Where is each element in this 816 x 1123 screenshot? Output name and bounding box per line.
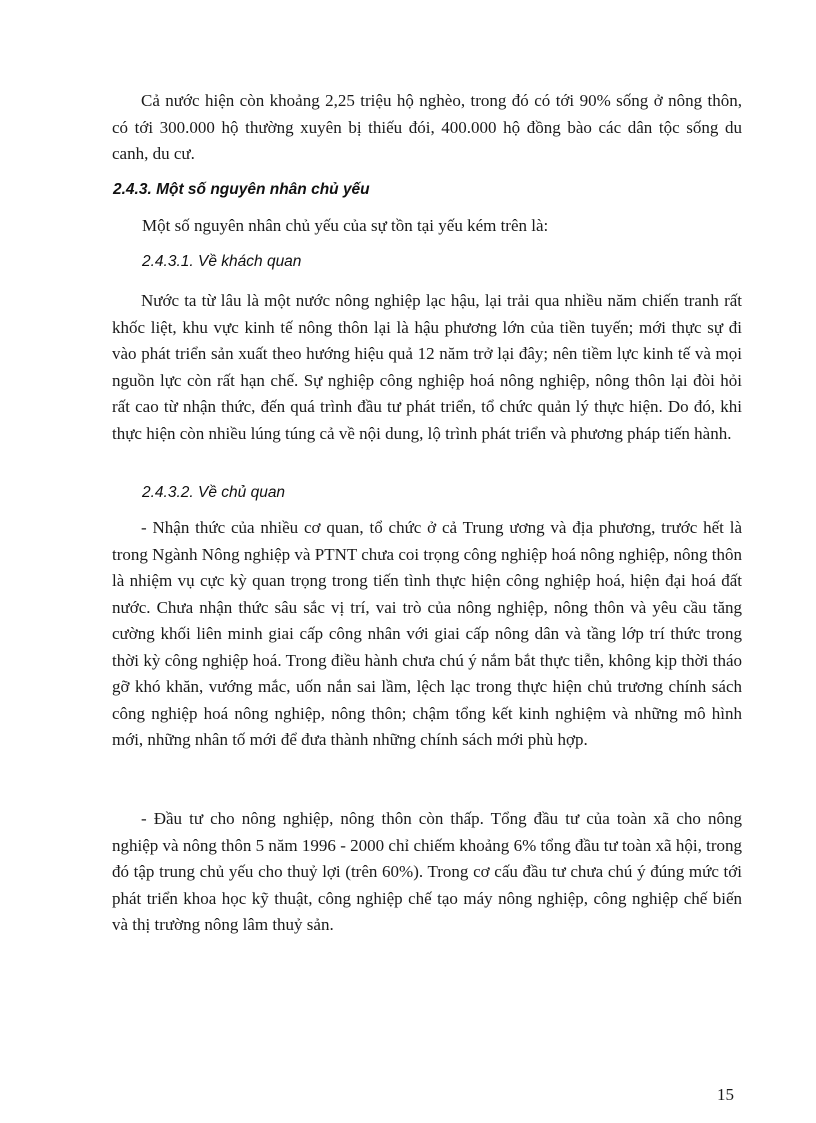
subsection-heading-objective: 2.4.3.1. Về khách quan (142, 253, 302, 270)
page-number: 15 (717, 1085, 734, 1104)
paragraph-objective: Nước ta từ lâu là một nước nông nghiệp lạc hậu, lại trải qua nhiều năm chiến tranh rất khốc liệt, khu vực kinh tế nông thôn lại là hậu phương lớn của tiền tuyến; mới thực sự đi vào phát triển sản xuất theo hướng hiệu quả 12 năm trở lại đây; nên tiềm lực kinh tế và mọi nguồn lực còn rất hạn chế. Sự nghiệp công nghiệp hoá nông nghiệp, nông thôn lại đòi hỏi rất cao từ nhận thức, đến quá trình đầu tư phát triển, tổ chức quản lý thực hiện. Do đó, khi thực hiện còn nhiều lúng túng cả về nội dung, lộ trình phát triển và phương pháp tiến hành. (112, 291, 742, 443)
subsection-heading-subjective: 2.4.3.2. Về chủ quan (142, 484, 286, 501)
section-heading-2-4-3: 2.4.3. Một số nguyên nhân chủ yếu (113, 181, 370, 198)
paragraph-poverty: Cả nước hiện còn khoảng 2,25 triệu hộ nghèo, trong đó có tới 90% sống ở nông thôn, có tới 300.000 hộ thường xuyên bị thiếu đói, 400.000 hộ đồng bào các dân tộc sống du canh, du cư. (112, 91, 742, 163)
paragraph-subjective-awareness: - Nhận thức của nhiều cơ quan, tổ chức ở cả Trung ương và địa phương, trước hết là trong Ngành Nông nghiệp và PTNT chưa coi trọng công nghiệp hoá nông nghiệp, nông thôn là nhiệm vụ cực kỳ quan trọng trong tiến tình thực hiện công nghiệp hoá, hiện đại hoá đất nước. Chưa nhận thức sâu sắc vị trí, vai trò của nông nghiệp, nông thôn và yêu cầu tăng cường khối liên minh giai cấp công nhân với giai cấp nông dân và tầng lớp trí thức trong thời kỳ công nghiệp hoá. Trong điều hành chưa chú ý nắm bắt thực tiễn, không kịp thời tháo gỡ khó khăn, vướng mắc, uốn nắn sai lầm, lệch lạc trong thực hiện chủ trương chính sách công nghiệp hoá nông nghiệp, nông thôn; chậm tổng kết kinh nghiệm và những mô hình mới, những nhân tố mới để đưa thành những chính sách mới phù hợp. (112, 518, 742, 749)
paragraph-subjective-investment: - Đầu tư cho nông nghiệp, nông thôn còn thấp. Tổng đầu tư của toàn xã cho nông nghiệp và nông thôn 5 năm 1996 - 2000 chỉ chiếm khoảng 6% tổng đầu tư toàn xã hội, trong đó tập trung chủ yếu cho thuỷ lợi (trên 60%). Trong cơ cấu đầu tư chưa chú ý đúng mức tới phát triển khoa học kỹ thuật, công nghiệp chế tạo máy nông nghiệp, công nghiệp chế biến và thị trường nông lâm thuỷ sản. (112, 809, 742, 934)
paragraph-causes-intro: Một số nguyên nhân chủ yếu của sự tồn tại yếu kém trên là: (142, 216, 549, 235)
